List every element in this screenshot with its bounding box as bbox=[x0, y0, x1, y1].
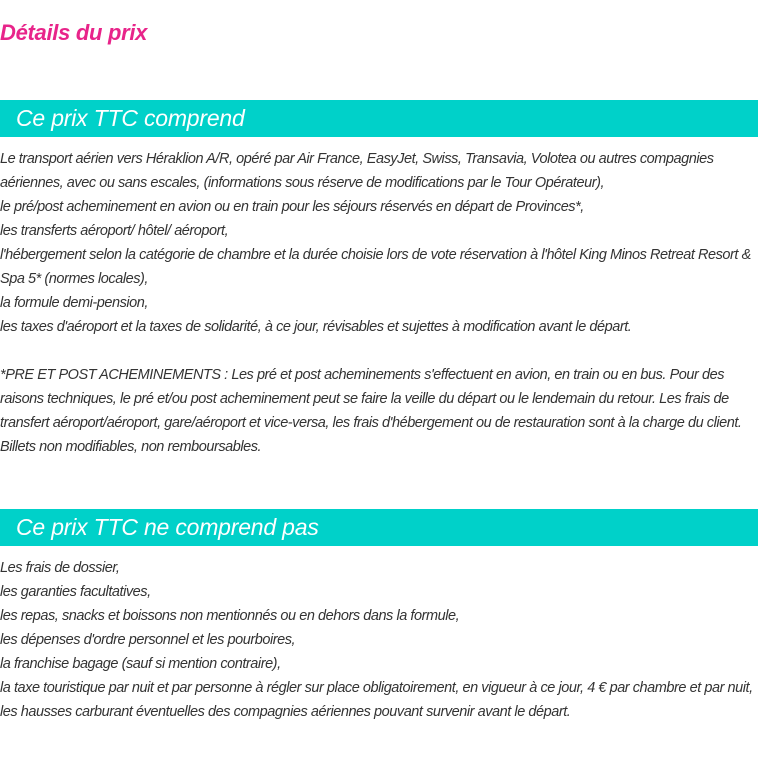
includes-item: Le transport aérien vers Héraklion A/R, opéré par Air France, EasyJet, Swiss, Transavia, Volotea ou autres compagnies aériennes, avec ou sans escales, (informations sous réserve de modifications par le Tour Opérateur), bbox=[0, 151, 714, 191]
excludes-heading: Ce prix TTC ne comprend pas bbox=[16, 514, 319, 540]
excludes-item: les repas, snacks et boissons non mentionnés ou en dehors dans la formule, bbox=[0, 608, 460, 624]
excludes-item: la franchise bagage (sauf si mention contraire), bbox=[0, 656, 281, 672]
includes-item: la formule demi-pension, bbox=[0, 295, 148, 311]
excludes-item: les hausses carburant éventuelles des compagnies aériennes pouvant survenir avant le départ. bbox=[0, 704, 571, 720]
acheminement-note bbox=[0, 363, 756, 459]
includes-section-header bbox=[0, 100, 758, 137]
excludes-section-header bbox=[0, 509, 758, 546]
includes-item: le pré/post acheminement en avion ou en train pour les séjours réservés en départ de Provinces*, bbox=[0, 199, 584, 215]
includes-heading: Ce prix TTC comprend bbox=[16, 105, 245, 131]
excludes-list bbox=[0, 556, 756, 724]
includes-item: les transferts aéroport/ hôtel/ aéroport, bbox=[0, 223, 229, 239]
acheminement-note-text: *PRE ET POST ACHEMINEMENTS : Les pré et post acheminements s'effectuent en avion, en train ou en bus. Pour des raisons techniques, le pré et/ou post acheminement peut se faire la veille du départ ou le lendemain du retour. Les frais de transfert aéroport/aéroport, gare/aéroport et vice-versa, les frais d'hébergement ou de restauration sont à la charge du client. Billets non modifiables, non remboursables. bbox=[0, 367, 742, 455]
includes-item: les taxes d'aéroport et la taxes de solidarité, à ce jour, révisables et sujettes à modification avant le départ. bbox=[0, 319, 632, 335]
excludes-item: les dépenses d'ordre personnel et les pourboires, bbox=[0, 632, 296, 648]
includes-list bbox=[0, 147, 756, 339]
includes-item: l'hébergement selon la catégorie de chambre et la durée choisie lors de vote réservation à l'hôtel King Minos Retreat Resort & Spa 5* (normes locales), bbox=[0, 247, 751, 287]
excludes-item: les garanties facultatives, bbox=[0, 584, 151, 600]
page-title: Détails du prix bbox=[0, 20, 148, 45]
excludes-item: la taxe touristique par nuit et par personne à régler sur place obligatoirement, en vigueur à ce jour, 4 € par chambre et par nuit, bbox=[0, 680, 753, 696]
excludes-item: Les frais de dossier, bbox=[0, 560, 120, 576]
